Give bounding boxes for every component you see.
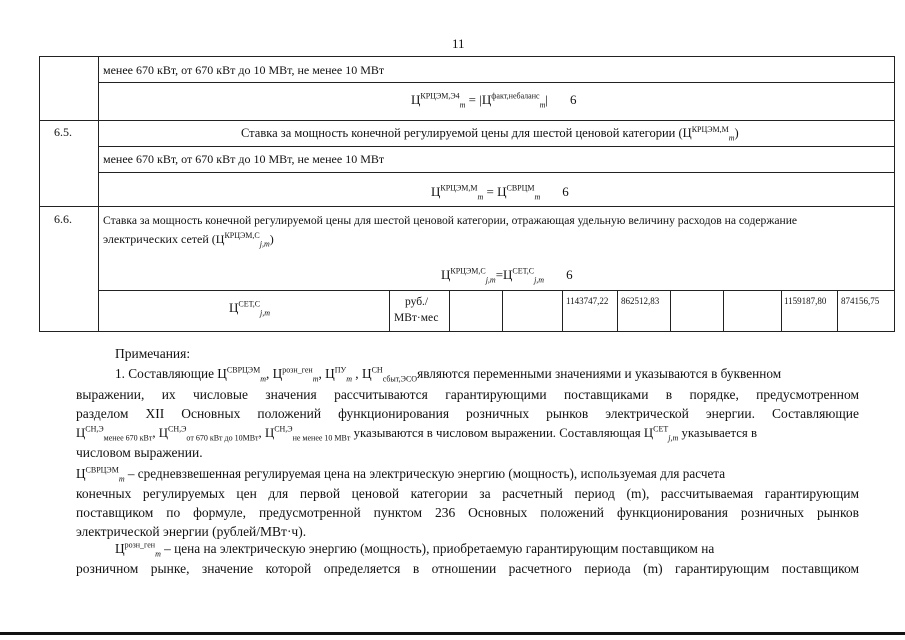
table-rule	[39, 331, 895, 332]
row-6-6-title-sup: КРЦЭМ,С	[224, 231, 260, 240]
table-rule	[617, 290, 618, 331]
note-1-sup3: ПУ	[334, 365, 347, 375]
note-2-line3: поставщиком по формуле, предусмотренной пунктом 236 Основных положений функционирования розничных рынков	[76, 505, 859, 520]
formula-2: $Ц^{КРЦЭМ,М}_m = Ц^{СВРЦМ}_m$ 6	[431, 183, 569, 202]
formula-2-lhs-sup: КРЦЭМ,М	[440, 183, 478, 193]
tariff-table	[39, 56, 895, 331]
table-rule	[39, 56, 895, 57]
note-1-lead: 1. Составляющие Ц	[115, 366, 227, 381]
formula-1-close: |	[545, 92, 548, 107]
data-cell: 874156,75	[841, 296, 880, 306]
formula-3-num: 6	[566, 267, 573, 282]
data-row-unit-line2: МВт·мес	[394, 312, 439, 324]
row-6-6-title-line2-text: электрических сетей (Ц	[103, 232, 225, 246]
row-number-6-5: 6.5.	[54, 125, 72, 139]
note-1-l4-sup-b: СН,Э	[168, 424, 187, 434]
formula-1: $Ц^{КРЦЭМ,Э4}_m = |Ц^{факт,небаланс}_m|$ 6	[411, 91, 577, 110]
table-rule	[98, 82, 895, 83]
formula-2-num: 6	[562, 184, 569, 199]
row-number-6-6: 6.6.	[54, 212, 72, 226]
note-1-l4-sup-set: СЕТ	[653, 424, 669, 434]
data-cell: 1143747,22	[566, 296, 609, 306]
note-1-tail1: являются переменными значениями и указываются в буквенном	[417, 366, 782, 381]
note-1-l4-sub2: от 670 кВт до 10МВт	[186, 433, 259, 443]
note-1-l4-sup-a: СН,Э	[85, 424, 104, 434]
note-1-sup1: СВРЦЭМ	[226, 365, 261, 375]
table-rule	[98, 146, 895, 147]
note-3-line1-text: – цена на электрическую энергию (мощность), приобретаемую гарантирующим поставщиком на	[164, 541, 715, 556]
row-6-6-title-line2: электрических сетей $(Ц^{КРЦЭМ,С}_{j,m})$	[103, 231, 274, 249]
formula-1-num: 6	[569, 92, 577, 107]
note-2-sup: СВРЦЭМ	[85, 465, 119, 475]
table-rule	[723, 290, 724, 331]
note-1-line5: числовом выражении.	[76, 445, 203, 460]
table-rule	[837, 290, 838, 331]
page-bottom-edge	[0, 632, 905, 635]
voltage-levels-text: менее 670 кВт, от 670 кВт до 10 МВт, не менее 10 МВт	[103, 63, 385, 77]
note-2-line1: $Ц^{СВРЦЭМ}_m$ – средневзвешенная регулируемая цена на электрическую энергию (мощность), используемая для расчета	[76, 465, 726, 484]
note-1-line1: 1. Составляющие $Ц^{СВРЦЭМ}_m$, $Ц^{розн\_ген}_m$, $Ц^{ПУ}_m$ , $Ц^{СН}_{сбыт,ЭСО}являются$ переменными значениями и указываются в буквенном	[115, 365, 782, 384]
data-row-unit-line1: руб./	[405, 296, 429, 308]
note-1-line2: выражении, их числовые значения рассчитываются гарантирующими поставщиками в порядке, предусмотренном	[76, 387, 859, 402]
table-rule	[781, 290, 782, 331]
formula-2-rhs-sup: СВРЦМ	[506, 183, 535, 193]
note-1-line3: разделом XII Основных положений функционирования розничных рынков электрической энергии. Составляющие	[76, 406, 859, 421]
table-rule	[502, 290, 503, 331]
table-rule	[39, 56, 40, 331]
formula-3-rhs-sup: СЕТ,С	[512, 266, 535, 276]
note-3-sup: розн_ген	[124, 540, 156, 550]
table-rule	[39, 120, 895, 121]
page-number: 11	[452, 36, 465, 51]
data-row-symbol-sup: СЕТ,С	[238, 299, 261, 309]
note-3-line1: $Ц^{розн\_ген}_m$ – цена на электрическую энергию (мощность), приобретаемую гарантирующим поставщиком на	[115, 540, 715, 559]
row-6-5-title-sup: КРЦЭМ,М	[691, 124, 729, 134]
formula-1-eq: = |Ц	[468, 92, 492, 107]
table-rule	[39, 206, 895, 207]
note-1-line4: $Ц^{СН,Э}_{менее 670 кВт}$, $Ц^{СН,Э}_{от 670 кВт до 10МВт}$, $Ц^{СН,Э}_{не менее 10 МВт}$ указываются в числовом выражении. Составляющая $Ц^{СЕТ}_{j,m}$ указывается в	[76, 424, 757, 443]
note-1-sup2: розн_ген	[282, 365, 313, 375]
note-2-line4: электрической энергии (рублей/МВт·ч).	[76, 524, 307, 539]
data-cell: 1159187,80	[784, 296, 827, 306]
row-6-5-title-text: Ставка за мощность конечной регулируемой цены для шестой ценовой категории (Ц	[241, 126, 692, 140]
note-2-line1-text: – средневзвешенная регулируемая цена на электрическую энергию (мощность), используемая для расчета	[127, 466, 726, 481]
table-rule	[449, 290, 450, 331]
table-rule	[98, 56, 99, 331]
row-6-5-title: Ставка за мощность конечной регулируемой цены для шестой ценовой категории $(Ц^{КРЦЭМ,М}_m)$	[241, 124, 739, 143]
table-rule	[894, 56, 895, 331]
formula-1-rhs-sup: факт,небаланс	[491, 91, 540, 101]
table-rule	[670, 290, 671, 331]
note-1-l4-sub3: не менее 10 МВт	[292, 433, 351, 443]
formula-1-lhs-sup: КРЦЭМ,Э4	[420, 91, 460, 101]
formula-3: $Ц^{КРЦЭМ,С}_{j,m}=Ц^{СЕТ,С}_{j,m}$ 6	[441, 266, 573, 285]
table-rule	[98, 290, 895, 291]
note-3-line2: розничном рынке, значение которой определяется в отношении расчетного периода (m) гарантирующим поставщиком	[76, 561, 859, 576]
note-1-l4-sup-c: СН,Э	[274, 424, 293, 434]
table-rule	[98, 172, 895, 173]
data-cell: 862512,83	[621, 296, 660, 306]
note-1-l4-sub1: менее 670 кВт	[103, 433, 153, 443]
note-1-l4-end: указывается в	[681, 426, 757, 440]
note-1-sub4: сбыт,ЭСО	[382, 374, 418, 384]
note-1-l4-mid: указываются в числовом выражении. Составляющая Ц	[353, 426, 654, 440]
voltage-levels-text: менее 670 кВт, от 670 кВт до 10 МВт, не менее 10 МВт	[103, 152, 385, 166]
notes-heading: Примечания:	[115, 346, 191, 361]
formula-3-lhs-sup: КРЦЭМ,С	[450, 266, 486, 276]
table-rule	[562, 290, 563, 331]
note-1-sup4: СН	[371, 365, 383, 375]
table-rule	[389, 290, 390, 331]
row-6-6-title-line1: Ставка за мощность конечной регулируемой цены для шестой ценовой категории, отражающая удельную величину расходов на содержание	[103, 214, 798, 227]
data-row-symbol: $Ц^{СЕТ,С}_{j,m}$	[229, 299, 271, 318]
note-2-line2: конечных регулируемых цен для первой ценовой категории за расчетный период (m), рассчитываемая гарантирующим	[76, 486, 859, 501]
